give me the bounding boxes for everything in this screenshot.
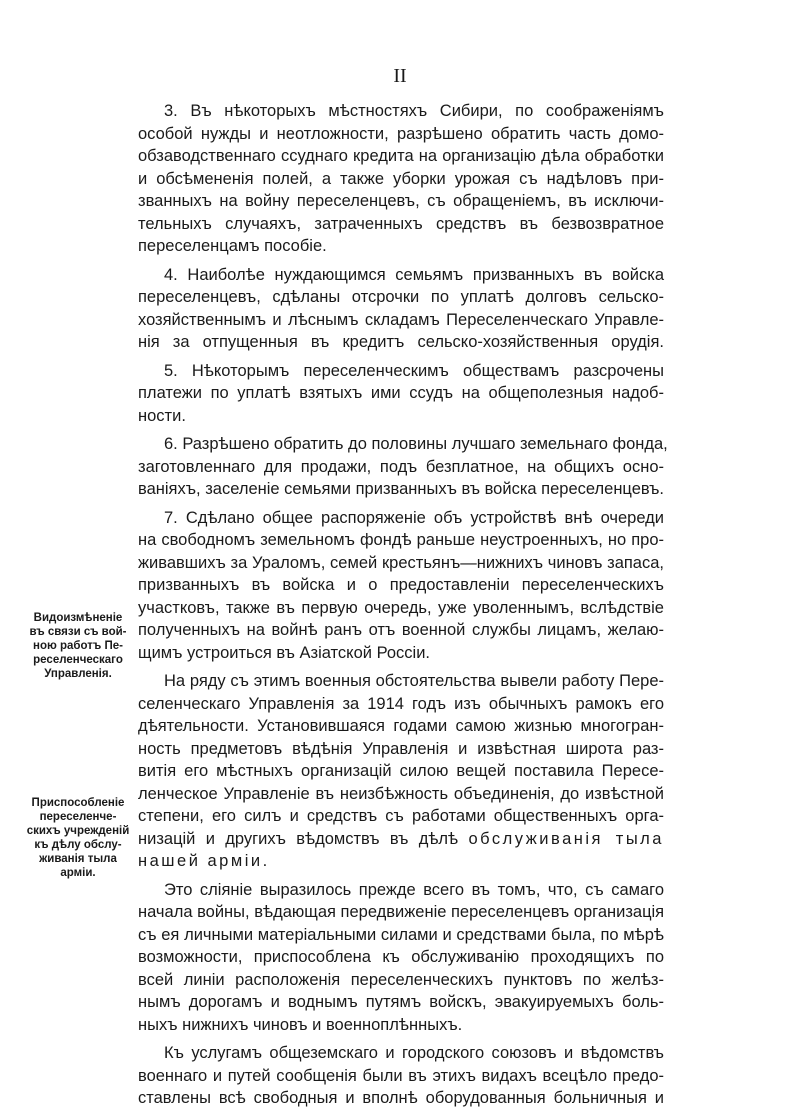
spaced-emphasis: обслуживанія тыла xyxy=(468,829,664,848)
text-fragment: низацій и другихъ вѣдомствъ въ дѣлѣ xyxy=(138,829,459,848)
main-text xyxy=(138,100,668,1110)
text-line: на свободномъ земельномъ фондѣ раньше неустроенныхъ, но про- xyxy=(138,531,664,549)
paragraph-4 xyxy=(138,264,664,354)
note-line: ною работъ Пе- xyxy=(33,640,123,652)
text-line: съ ея личными матеріальными силами и средствами была, по мѣрѣ xyxy=(138,925,664,944)
text-line: платежи по уплатѣ взятыхъ ими ссудъ на общеполезныя надоб- xyxy=(138,384,664,402)
note-line: переселенче- xyxy=(39,811,117,823)
paragraph-merger xyxy=(138,879,664,1037)
text-line: и обсѣмененія полей, а также уборки урожая съ надѣловъ при- xyxy=(138,169,664,188)
text-line: начала войны, вѣдающая передвиженіе переселенцевъ организація xyxy=(138,903,665,921)
text-line: витія его мѣстныхъ организацій силою вещей поставила Пересе- xyxy=(138,762,664,780)
text-line: переселенцамъ пособіе. xyxy=(138,237,327,255)
text-line: живавшихъ за Ураломъ, семей крестьянъ—нижнихъ чиновъ запаса, xyxy=(138,553,664,572)
text-line: заготовленнаго для продажи, подъ безплатное, на общихъ осно- xyxy=(138,457,664,476)
paragraph-7 xyxy=(138,507,664,665)
text-line: полученныхъ на войнѣ ранъ отъ военной службы лицамъ, желаю- xyxy=(138,621,664,639)
text-line: 4. Наиболѣе нуждающимся семьямъ призванныхъ въ войска xyxy=(164,265,664,284)
note-line: къ дѣлу обслу- xyxy=(34,839,122,851)
text-line: ленческое Управленіе въ неизбѣжность объединенія, до извѣстной xyxy=(138,784,664,803)
text-line: ставлены всѣ свободныя и вполнѣ оборудованныя больничныя и xyxy=(138,1089,664,1107)
text-line: ваніяхъ, заселеніе семьями призванныхъ въ войска переселенцевъ. xyxy=(138,480,664,498)
text-line: На ряду съ этимъ военныя обстоятельства вывели работу Пере- xyxy=(164,672,664,690)
text-line: ности. xyxy=(138,406,186,425)
text-line: степени, его силъ и средствъ съ работами общественныхъ орга- xyxy=(138,807,664,825)
page-number: II xyxy=(393,65,407,87)
text-line: ныхъ нижнихъ чиновъ и военноплѣнныхъ. xyxy=(138,1015,463,1034)
text-line: участковъ, также въ первую очередь, уже уволеннымъ, вслѣдствіе xyxy=(138,598,664,617)
note-line: Приспособленіе xyxy=(31,797,125,809)
text-line: нія за отпущенныя въ кредитъ сельско-хозяйственныя орудія. xyxy=(138,333,664,351)
text-line: хозяйственнымъ и лѣснымъ складамъ Переселенческаго Управле- xyxy=(138,310,664,329)
note-line: скихъ учрежденій xyxy=(26,825,130,837)
text-line: ность предметовъ вѣдѣнія Управленія и извѣстная широта раз- xyxy=(138,739,664,758)
text-line: 7. Сдѣлано общее распоряженіе объ устройствѣ внѣ очереди xyxy=(164,508,664,527)
text-line: 3. Въ нѣкоторыхъ мѣстностяхъ Сибири, по соображеніямъ xyxy=(164,102,664,120)
paragraph-services xyxy=(138,1042,664,1110)
text-line: дѣятельности. Установившаяся годами самою жизнью многогран- xyxy=(138,717,664,735)
note-line: въ связи съ вой- xyxy=(29,626,127,638)
text-line: возможности, приспособлена къ обслуживанію проходящихъ по xyxy=(138,948,664,966)
text-line: селенческаго Управленія за 1914 годъ изъ обычныхъ рамокъ его xyxy=(138,694,664,713)
note-line: арміи. xyxy=(60,867,96,879)
text-line: обзаводственнаго ссуднаго кредита на организацію дѣла обработки xyxy=(138,147,664,165)
note-line: живанія тыла xyxy=(39,853,117,865)
text-line: военнаго и путей сообщенія были въ этихъ видахъ всецѣло предо- xyxy=(138,1066,664,1085)
text-line: нашей арміи. xyxy=(138,852,270,870)
text-line: Къ услугамъ общеземскаго и городского союзовъ и вѣдомствъ xyxy=(164,1044,664,1062)
paragraph-5 xyxy=(138,360,664,428)
text-line: нымъ дорогамъ и воднымъ путямъ войскъ, эвакуируемыхъ боль- xyxy=(138,993,664,1011)
paragraph-3 xyxy=(138,100,664,258)
margin-note-modification xyxy=(22,611,134,681)
note-line: реселенческаго xyxy=(33,654,123,666)
text-line: 5. Нѣкоторымъ переселенческимъ обществамъ разсрочены xyxy=(164,361,664,380)
text-line: особой нужды и неотложности, разрѣшено обратить часть домо- xyxy=(138,124,664,143)
text-line xyxy=(138,828,664,851)
text-line: призванныхъ въ войска и о предоставленіи переселенческихъ xyxy=(138,576,664,594)
note-line: Управленія. xyxy=(44,668,112,680)
paragraph-war-changes xyxy=(138,670,664,873)
text-line: 6. Разрѣшено обратить до половины лучшаго земельнаго фонда, xyxy=(164,435,668,453)
text-line: щимъ устроиться въ Азіатской Россіи. xyxy=(138,643,430,662)
paragraph-6 xyxy=(138,433,668,501)
note-line: Видоизмѣненіе xyxy=(33,612,123,624)
text-line: всей линіи расположенія переселенческихъ пунктовъ по желѣз- xyxy=(138,970,664,989)
text-line: переселенцевъ, сдѣланы отсрочки по уплатѣ долговъ сельско- xyxy=(138,288,664,306)
text-line: Это сліяніе выразилось прежде всего въ томъ, что, съ самаго xyxy=(164,880,664,899)
margin-note-adaptation xyxy=(22,796,134,880)
text-line: званныхъ на войну переселенцевъ, съ обращеніемъ, въ исключи- xyxy=(138,192,664,210)
text-line: тельныхъ случаяхъ, затраченныхъ средствъ въ безвозвратное xyxy=(138,214,664,233)
